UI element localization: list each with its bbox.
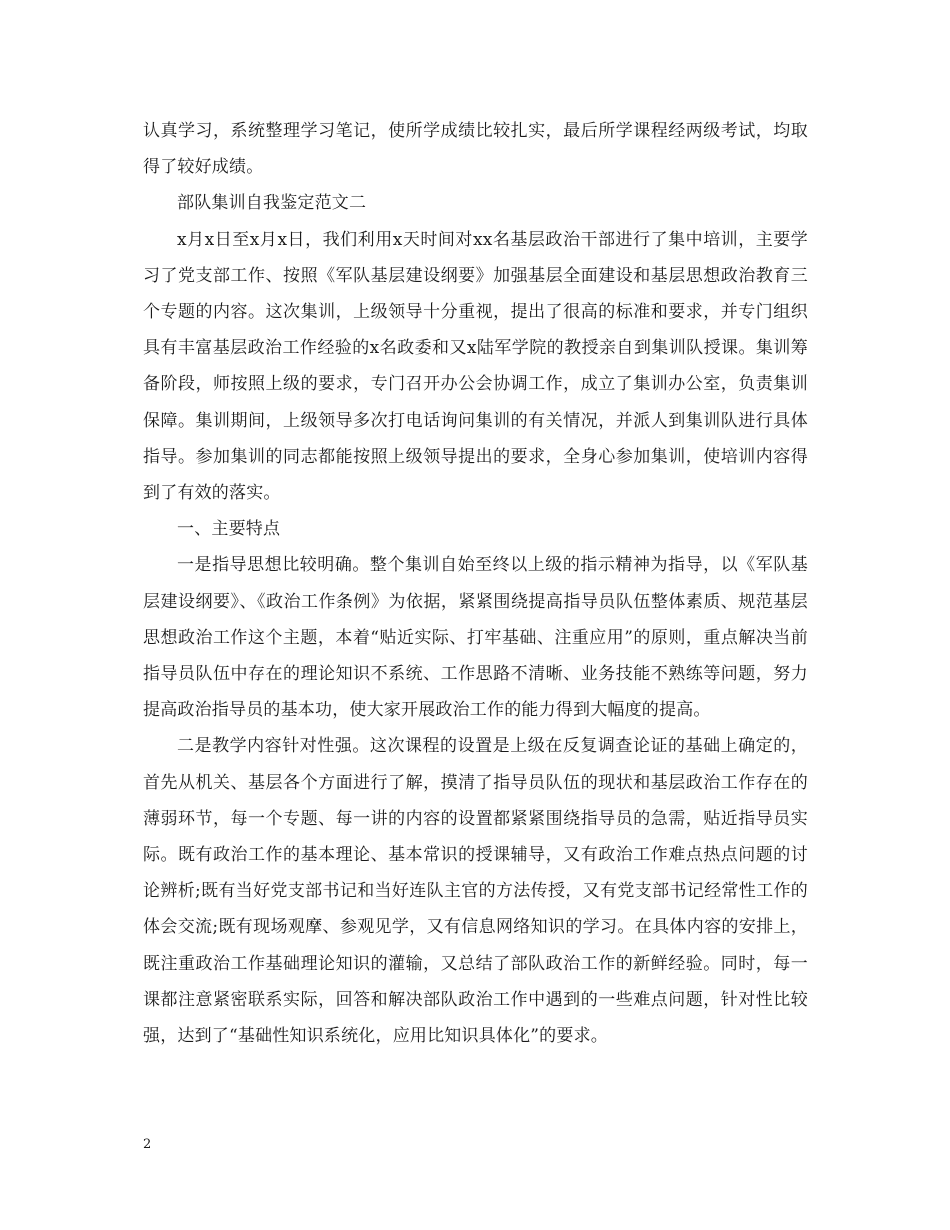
paragraph-continuation: 认真学习，系统整理学习笔记，使所学成绩比较扎实，最后所学课程经两级考试，均取得了较好成绩。	[143, 121, 808, 178]
paragraph-point-two: 二是教学内容针对性强。这次课程的设置是上级在反复调查论证的基础上确定的，首先从机关、基层各个方面进行了解，摸清了指导员队伍的现状和基层政治工作存在的薄弱环节，每一个专题、每一讲的内容的设置都紧紧围绕指导员的急需，贴近指导员实际。既有政治工作的基本理论、基本常识的授课辅导，又有政治工作难点热点问题的讨论辨析;既有当好党支部书记和当好连队主官的方法传授，又有党支部书记经常性工作的体会交流;既有现场观摩、参观见学，又有信息网络知识的学习。在具体内容的安排上，既注重政治工作基础理论知识的灌输，又总结了部队政治工作的新鲜经验。同时，每一课都注意紧密联系实际，回答和解决部队政治工作中遇到的一些难点问题，针对性比较强，达到了“基础性知识系统化，应用比知识具体化”的要求。	[143, 736, 808, 1047]
paragraph-point-one: 一是指导思想比较明确。整个集训自始至终以上级的指示精神为指导，以《军队基层建设纲要》、《政治工作条例》为依据，紧紧围绕提高指导员队伍整体素质、规范基层思想政治工作这个主题，本着“贴近实际、打牢基础、注重应用”的原则，重点解决当前指导员队伍中存在的理论知识不系统、工作思路不清晰、业务技能不熟练等问题，努力提高政治指导员的基本功，使大家开展政治工作的能力得到大幅度的提高。	[143, 555, 808, 721]
section-heading: 一、主要特点	[177, 519, 281, 540]
page-number: 2	[143, 1137, 152, 1152]
paragraph-intro: x月x日至x月x日，我们利用x天时间对xx名基层政治干部进行了集中培训，主要学习了党支部工作、按照《军队基层建设纲要》加强基层全面建设和基层思想政治教育三个专题的内容。这次集训，上级领导十分重视，提出了很高的标准和要求，并专门组织具有丰富基层政治工作经验的x名政委和又x陆军学院的教授亲自到集训队授课。集训筹备阶段，师按照上级的要求，专门召开办公会协调工作，成立了集训办公室，负责集训保障。集训期间，上级领导多次打电话询问集训的有关情况，并派人到集训队进行具体指导。参加集训的同志都能按照上级领导提出的要求，全身心参加集训，使培训内容得到了有效的落实。	[143, 229, 808, 504]
document-body	[143, 113, 808, 1054]
section-title: 部队集训自我鉴定范文二	[177, 193, 367, 214]
